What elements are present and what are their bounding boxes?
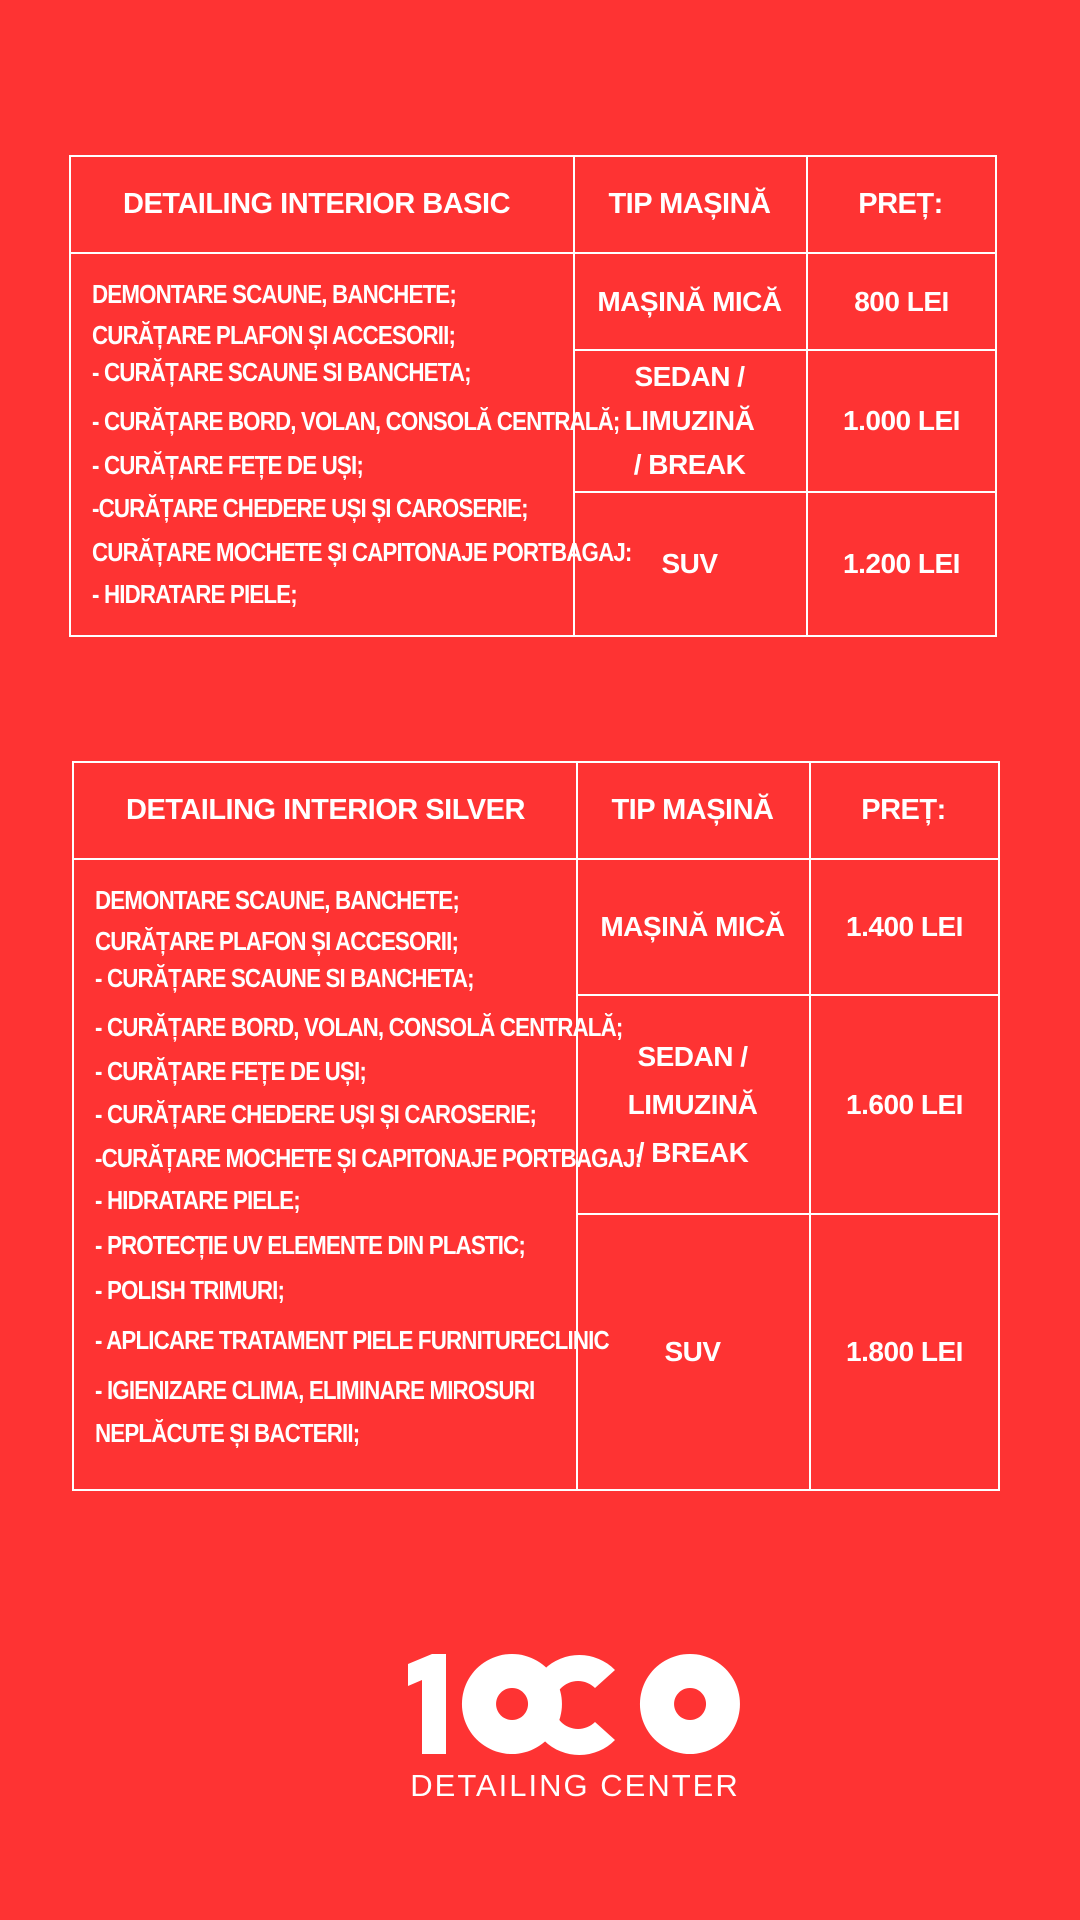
table-title: DETAILING INTERIOR BASIC	[123, 188, 511, 220]
service-item: -CURĂȚARE MOCHETE ȘI CAPITONAJE PORTBAGAJ:	[95, 1143, 642, 1173]
service-item: - CURĂȚARE SCAUNE SI BANCHETA;	[92, 357, 471, 387]
column-header-price: PREȚ:	[858, 188, 943, 220]
service-item: - APLICARE TRATAMENT PIELE FURNITURECLINIC	[95, 1325, 609, 1355]
car-type-label: MAȘINĂ MICĂ	[597, 285, 782, 317]
logo-mark	[400, 1650, 750, 1760]
car-type-suv	[573, 493, 806, 635]
service-item: - HIDRATARE PIELE;	[95, 1185, 300, 1215]
service-item: CURĂȚARE PLAFON ȘI ACCESORII;	[95, 926, 459, 956]
service-item: - CURĂȚARE BORD, VOLAN, CONSOLĂ CENTRALĂ;	[95, 1012, 623, 1042]
car-type-small	[573, 254, 806, 349]
column-header-car-type: TIP MAȘINĂ	[608, 188, 771, 220]
service-item: - CURĂȚARE FEȚE DE UȘI;	[92, 450, 363, 480]
car-type-small	[576, 860, 809, 994]
car-type-label: SEDAN / LIMUZINĂ	[627, 1040, 758, 1120]
service-item: -CURĂȚARE CHEDERE UȘI ȘI CAROSERIE;	[92, 493, 528, 523]
service-item: - IGIENIZARE CLIMA, ELIMINARE MIROSURI	[95, 1375, 535, 1405]
car-type-label: MAȘINĂ MICĂ	[600, 911, 785, 942]
car-type-label: SEDAN / LIMUZINĂ	[624, 361, 755, 436]
service-item: - CURĂȚARE SCAUNE SI BANCHETA;	[95, 963, 474, 993]
car-type-label: SUV	[661, 548, 718, 579]
car-type-sedan	[573, 351, 806, 491]
price-suv: 1.200 LEI	[843, 548, 960, 579]
table-title: DETAILING INTERIOR SILVER	[126, 794, 525, 826]
service-item: - HIDRATARE PIELE;	[92, 579, 297, 609]
car-type-label: SUV	[664, 1336, 721, 1367]
car-type-label: / BREAK	[636, 1136, 749, 1168]
service-item: CURĂȚARE MOCHETE ȘI CAPITONAJE PORTBAGAJ:	[92, 537, 632, 567]
service-item: - CURĂȚARE CHEDERE UȘI ȘI CAROSERIE;	[95, 1099, 537, 1129]
price-small: 800 LEI	[854, 285, 949, 317]
car-type-sedan	[576, 996, 809, 1213]
price-sedan: 1.000 LEI	[843, 405, 960, 436]
price-table-basic	[69, 155, 997, 637]
service-item: - PROTECȚIE UV ELEMENTE DIN PLASTIC;	[95, 1230, 525, 1260]
column-header-price: PREȚ:	[861, 794, 946, 826]
service-item: NEPLĂCUTE ȘI BACTERII;	[95, 1418, 360, 1448]
price-suv: 1.800 LEI	[846, 1336, 963, 1367]
price-sedan: 1.600 LEI	[846, 1088, 963, 1120]
car-type-label: / BREAK	[633, 449, 746, 480]
price-small: 1.400 LEI	[846, 911, 963, 942]
service-item: DEMONTARE SCAUNE, BANCHETE;	[92, 279, 456, 309]
service-item: CURĂȚARE PLAFON ȘI ACCESORII;	[92, 320, 456, 350]
price-table-silver	[72, 761, 1000, 1491]
service-item: - CURĂȚARE FEȚE DE UȘI;	[95, 1056, 366, 1086]
brand-logo	[400, 1650, 750, 1810]
service-item: DEMONTARE SCAUNE, BANCHETE;	[95, 885, 459, 915]
service-item: - CURĂȚARE BORD, VOLAN, CONSOLĂ CENTRALĂ;	[92, 406, 620, 436]
car-type-suv	[576, 1215, 809, 1489]
logo-subtitle: DETAILING CENTER	[410, 1768, 740, 1803]
column-header-car-type: TIP MAȘINĂ	[611, 794, 774, 826]
service-item: - POLISH TRIMURI;	[95, 1275, 285, 1305]
